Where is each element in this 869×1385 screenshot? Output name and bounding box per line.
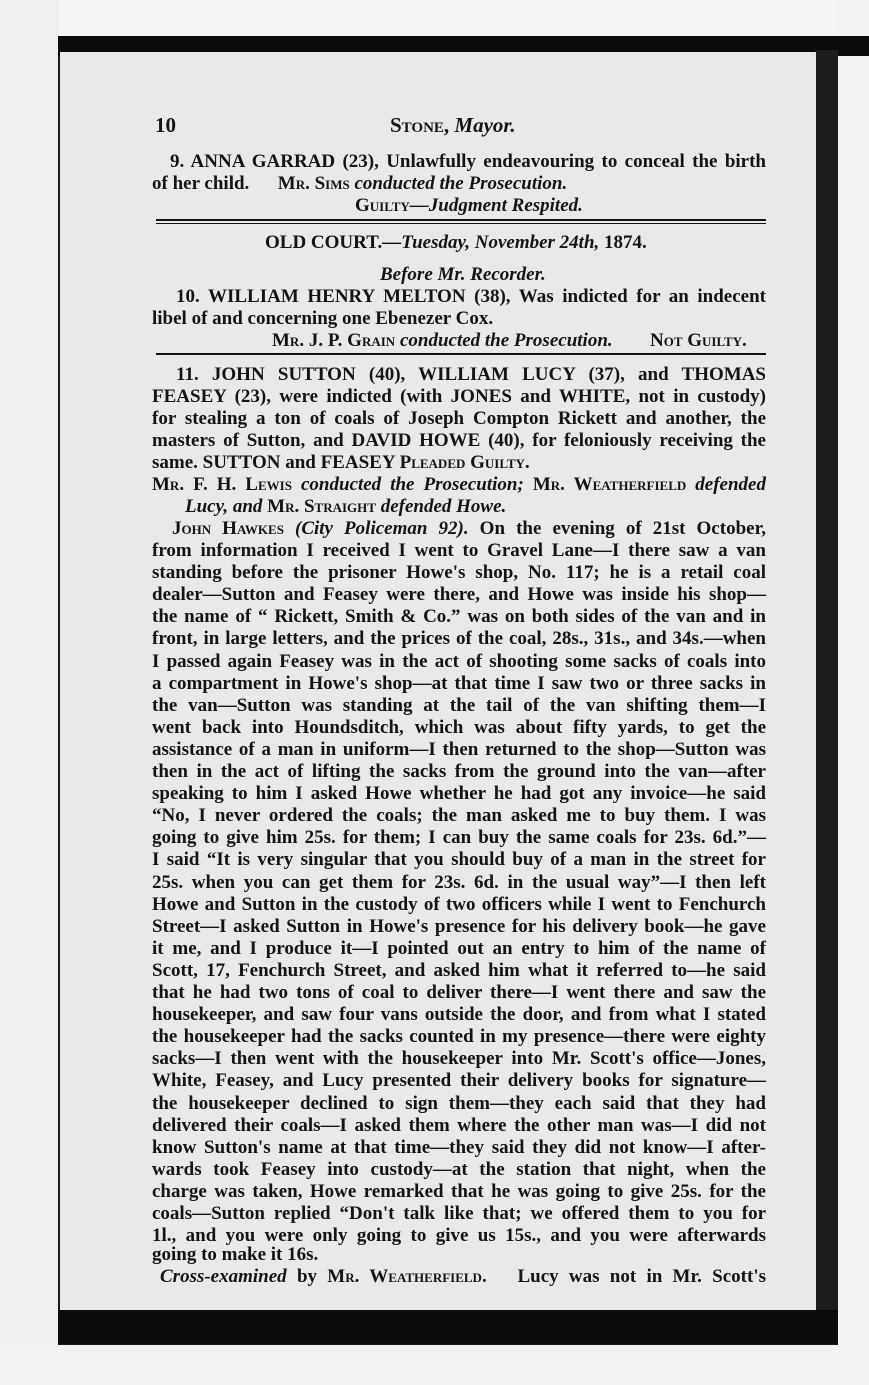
book-page [60,52,816,1310]
testimony-line: sacks—I then went with the housekeeper into Mr. Scott's office—Jones, [152,1048,766,1070]
case-10-verdict: Not Guilty. [650,330,747,351]
case-11-line-1: 11. JOHN SUTTON (40), WILLIAM LUCY (37), and THOMAS [176,364,766,385]
case-11-line-7: Lucy, and Mr. Straight defended Howe. [185,496,507,517]
testimony-line: Howe and Sutton in the custody of two officers while I went to Fenchurch [152,893,766,915]
case-9-line-2: of her child. Mr. Sims conducted the Prosecution. [152,173,568,194]
scan-margin-bottom [0,1345,869,1385]
court-heading: OLD COURT.—Tuesday, November 24th, 1874. [265,232,647,253]
case-10-line-1: 10. WILLIAM HENRY MELTON (38), Was indicted for an indecent [176,286,766,307]
witness-name: John Hawkes [172,518,284,539]
testimony-line: speaking to him I asked Howe whether he had got any invoice—he said [152,783,766,805]
scan-shadow-bottom [58,1308,838,1344]
testimony-line: then in the act of lifting the sacks from the ground into the van—after [152,761,766,782]
case-11-line-3: for stealing a ton of coals of Joseph Compton Rickett and another, the [152,408,766,429]
testimony-line: the housekeeper had the sacks counted in my presence—there were eighty [152,1026,766,1048]
testimony-line: 25s. when you can get them for 23s. 6d. in the usual way”—I then left [152,871,766,893]
section-rule-thin [156,223,766,224]
case-9-line-1: 9. ANNA GARRAD (23), Unlawfully endeavouring to conceal the birth [170,151,766,172]
testimony-line: I said “It is very singular that you should buy of a man in the street for [152,849,766,871]
case-9-verdict: Guilty—Judgment Respited. [355,195,583,216]
testimony-line: I passed again Feasey was in the act of shooting some sacks of coals into [152,650,766,672]
testimony-line: from information I received I went to Gravel Lane—I there saw a van [152,540,766,561]
testimony-line: it me, and I produce it—I pointed out an entry to him of the name of [152,937,766,959]
testimony-line: going to give him 25s. for them; I can buy the same coals for 23s. 6d.”— [152,827,766,849]
testimony-line: dealer—Sutton and Feasey were there, and Howe was inside his shop— [152,584,766,606]
testimony-line: the housekeeper declined to sign them—they each said that they had [152,1092,766,1114]
testimony-line: White, Feasey, and Lucy presented their delivery books for signature— [152,1070,766,1092]
testimony-line: went back into Houndsditch, which was about fifty yards, to get the [152,716,766,738]
case-11-line-4: masters of Sutton, and DAVID HOWE (40), for feloniously receiving the [152,430,766,451]
before-recorder: Before Mr. Recorder. [380,264,546,285]
testimony-line: coals—Sutton replied “Don't talk like that; we offered them to you for [152,1203,766,1224]
testimony-line: that he had two tons of coal to deliver there—I went there and saw the [152,982,766,1003]
testimony-line: Scott, 17, Fenchurch Street, and asked him what it referred to—he said [152,959,766,981]
testimony-line: front, in large letters, and the prices of the coal, 28s., 31s., and 34s.—when [152,628,766,650]
testimony-line: the van—Sutton was standing at the tail of the van shifting them—I [152,694,766,716]
case-10-line-2: libel of and concerning one Ebenezer Cox. [152,308,494,329]
testimony-line: Street—I asked Sutton in Howe's presence for his delivery book—he gave [152,915,766,937]
testimony-line: 1l., and you were only going to give us 15s., and you were afterwards [152,1225,766,1247]
testimony-line: a compartment in Howe's shop—at that time I saw two or three sacks in [152,672,766,694]
testimony-line: “No, I never ordered the coals; the man asked me to buy them. I was [152,805,766,827]
case-10-line-3: Mr. J. P. Grain conducted the Prosecution. [272,330,613,351]
testimony-line: know Sutton's name at that time—they said they did not know—I after- [152,1136,766,1158]
case-11-line-6: Mr. F. H. Lewis conducted the Prosecution; Mr. Weatherfield defended [152,474,766,495]
testimony-line: assistance of a man in uniform—I then returned to the shop—Sutton was [152,738,766,760]
running-head: Stone, Mayor. [390,113,516,137]
section-rule-2 [156,353,766,355]
testimony-line: housekeeper, and saw four vans outside the door, and from what I stated [152,1004,766,1026]
page-number: 10 [155,113,176,137]
case-11-line-2: FEASEY (23), were indicted (with JONES and WHITE, not in custody) [152,386,766,407]
section-rule [156,219,766,221]
scan-margin-left [0,0,58,1385]
testimony-line: wards took Feasey into custody—at the station that night, when the [152,1158,766,1180]
testimony-first-line: John Hawkes (City Policeman 92). On the evening of 21st October, [172,518,767,539]
testimony-line: charge was taken, Howe remarked that he was going to give 25s. for the [152,1180,766,1202]
testimony-last-line: going to make it 16s. [152,1244,319,1265]
testimony-line: standing before the prisoner Howe's shop, No. 117; he is a retail coal [152,562,766,584]
scan-margin-top [0,0,869,40]
testimony-line: the name of “ Rickett, Smith & Co.” was on both sides of the van and in [152,606,766,628]
case-11-line-5: same. SUTTON and FEASEY Pleaded Guilty. [152,452,530,473]
testimony-line: delivered their coals—I asked them where the other man was—I did not [152,1114,766,1136]
cross-examination-line: Cross-examined by Mr. Weatherfield. Lucy was not in Mr. Scott's [160,1266,767,1287]
witness-role: (City Policeman 92). [295,518,469,539]
